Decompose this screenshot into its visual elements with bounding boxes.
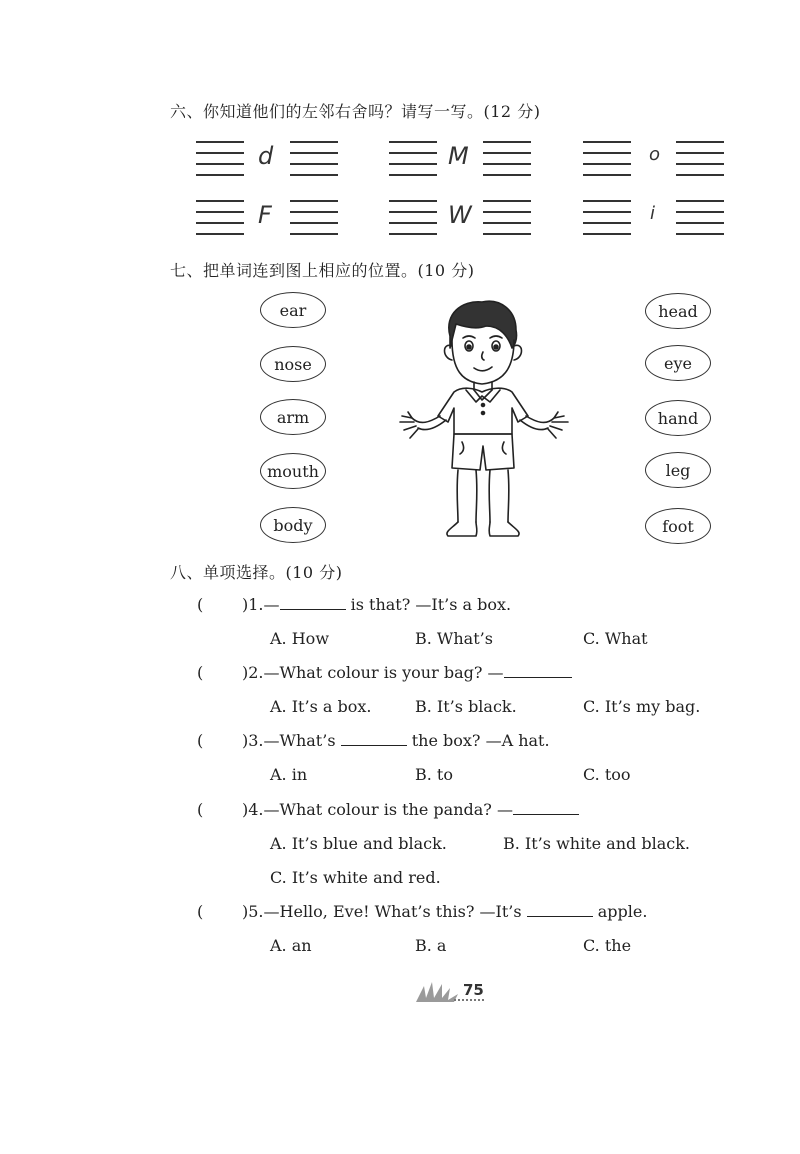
writing-lines bbox=[483, 200, 531, 234]
question-2 bbox=[242, 663, 572, 682]
question-text: the box? —A hat. bbox=[406, 731, 550, 750]
question-1 bbox=[242, 595, 511, 614]
writing-lines bbox=[483, 141, 531, 175]
question-text: —What colour is the panda? — bbox=[263, 800, 513, 819]
answer-paren: ( bbox=[197, 902, 204, 921]
word-oval-eye: eye bbox=[645, 345, 711, 381]
word-oval-leg: leg bbox=[645, 452, 711, 488]
option-a[interactable]: A. It’s blue and black. bbox=[270, 834, 447, 853]
letter-F: F bbox=[258, 201, 272, 229]
page-number: 75 bbox=[463, 981, 484, 999]
option-b[interactable]: B. It’s white and black. bbox=[503, 834, 690, 853]
writing-lines bbox=[583, 200, 631, 234]
option-a[interactable]: A. How bbox=[270, 629, 330, 648]
option-b[interactable]: B. It’s black. bbox=[415, 697, 517, 716]
boy-illustration bbox=[396, 296, 574, 541]
writing-lines bbox=[676, 200, 724, 234]
question-4 bbox=[242, 800, 579, 819]
question-number: )4. bbox=[242, 800, 264, 819]
word-oval-arm: arm bbox=[260, 399, 326, 435]
answer-blank[interactable] bbox=[513, 800, 579, 815]
option-c[interactable]: C. It’s my bag. bbox=[583, 697, 701, 716]
question-text: apple. bbox=[592, 902, 648, 921]
question-number: )3. bbox=[242, 731, 264, 750]
option-c[interactable]: C. It’s white and red. bbox=[270, 868, 441, 887]
section6-title: 六、你知道他们的左邻右舍吗？请写一写。(12 分) bbox=[170, 102, 541, 121]
question-text: —Hello, Eve! What’s this? —It’s bbox=[263, 902, 527, 921]
question-number: )2. bbox=[242, 663, 264, 682]
question-3 bbox=[242, 731, 550, 750]
writing-lines bbox=[583, 141, 631, 175]
letter-W: W bbox=[448, 201, 472, 229]
letter-i: i bbox=[650, 203, 656, 224]
option-b[interactable]: B. a bbox=[415, 936, 447, 955]
question-text: is that? —It’s a box. bbox=[345, 595, 512, 614]
word-oval-nose: nose bbox=[260, 346, 326, 382]
word-oval-mouth: mouth bbox=[260, 453, 326, 489]
writing-lines bbox=[389, 200, 437, 234]
question-text: —What’s bbox=[263, 731, 341, 750]
section7-title: 七、把单词连到图上相应的位置。(10 分) bbox=[170, 261, 475, 280]
option-a[interactable]: A. It’s a box. bbox=[270, 697, 372, 716]
option-a[interactable]: A. in bbox=[270, 765, 308, 784]
answer-blank[interactable] bbox=[504, 663, 572, 678]
letter-o: o bbox=[649, 144, 661, 165]
answer-blank[interactable] bbox=[341, 731, 407, 746]
word-oval-ear: ear bbox=[260, 292, 326, 328]
word-oval-foot: foot bbox=[645, 508, 711, 544]
writing-lines bbox=[290, 200, 338, 234]
letter-M: M bbox=[448, 142, 469, 170]
answer-paren: ( bbox=[197, 731, 204, 750]
option-c[interactable]: C. the bbox=[583, 936, 632, 955]
word-oval-body: body bbox=[260, 507, 326, 543]
question-number: )1. bbox=[242, 595, 264, 614]
option-a[interactable]: A. an bbox=[270, 936, 312, 955]
page-number-underline bbox=[454, 999, 484, 1001]
answer-blank[interactable] bbox=[280, 595, 346, 610]
answer-paren: ( bbox=[197, 595, 204, 614]
writing-lines bbox=[196, 200, 244, 234]
word-oval-hand: hand bbox=[645, 400, 711, 436]
answer-blank[interactable] bbox=[527, 902, 593, 917]
writing-lines bbox=[290, 141, 338, 175]
option-c[interactable]: C. too bbox=[583, 765, 631, 784]
question-5 bbox=[242, 902, 647, 921]
question-number: )5. bbox=[242, 902, 264, 921]
option-c[interactable]: C. What bbox=[583, 629, 648, 648]
section8-title: 八、单项选择。(10 分) bbox=[170, 563, 343, 582]
letter-d: d bbox=[258, 142, 274, 170]
writing-lines bbox=[676, 141, 724, 175]
option-b[interactable]: B. to bbox=[415, 765, 453, 784]
writing-lines bbox=[389, 141, 437, 175]
word-oval-head: head bbox=[645, 293, 711, 329]
answer-paren: ( bbox=[197, 800, 204, 819]
question-text: —What colour is your bag? — bbox=[263, 663, 504, 682]
question-text: — bbox=[263, 595, 280, 614]
writing-lines bbox=[196, 141, 244, 175]
option-b[interactable]: B. What’s bbox=[415, 629, 493, 648]
answer-paren: ( bbox=[197, 663, 204, 682]
